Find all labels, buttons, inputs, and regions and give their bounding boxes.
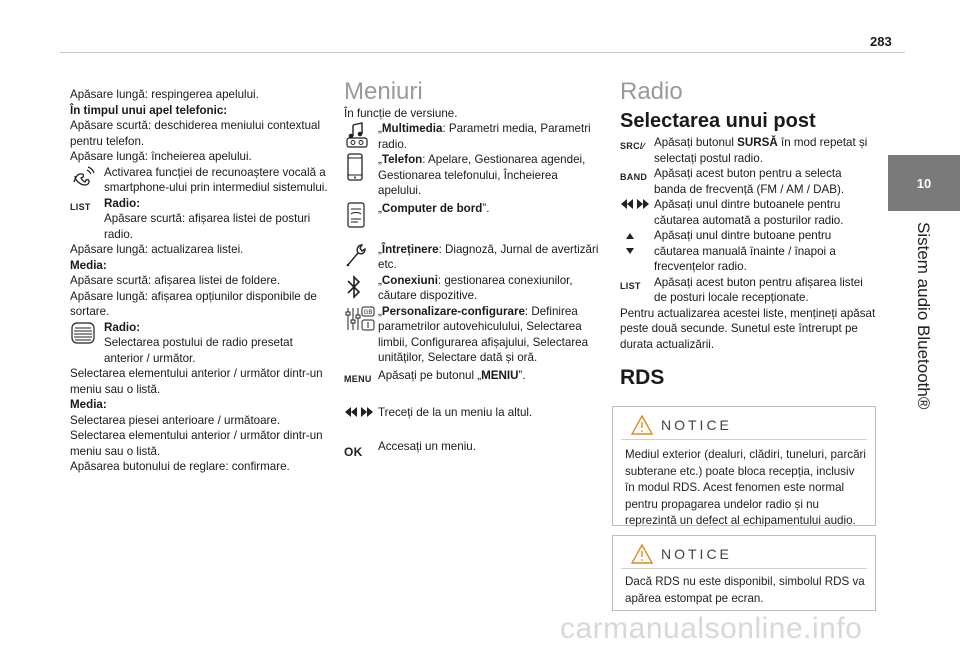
column-middle <box>344 78 602 460</box>
menu-desc: : gestionarea conexiunilor, căutare dispozitive. <box>378 273 573 302</box>
menu-desc: : Parametri media, Parametri radio. <box>378 122 591 151</box>
text-line: Apăsare lungă: încheierea apelului. <box>70 150 252 163</box>
section-title-radio: Radio <box>620 78 683 105</box>
subsection-title: Selectarea unui post <box>620 109 816 132</box>
subheading: Radio: <box>104 196 141 210</box>
chapter-title-vertical <box>913 222 937 512</box>
text-line: Apăsare scurtă: deschiderea meniului contextual pentru telefon. <box>70 119 321 148</box>
list-button-label: LIST <box>620 280 641 291</box>
menu-label: Conexiuni <box>381 273 438 287</box>
menu-button-row <box>344 368 602 388</box>
menu-label: MENIU <box>481 368 519 382</box>
text-line: Apăsarea butonului de reglare: confirmare. <box>70 460 290 473</box>
chapter-tab[interactable]: 10 <box>888 155 960 211</box>
menu-label: Personalizare-configurare <box>381 304 525 318</box>
text-line: Accesați un meniu. <box>378 439 476 453</box>
text-line: Selectarea elementului anterior / următor dintr-un meniu sau o listă. <box>70 429 323 458</box>
notice-heading: NOTICE <box>661 546 732 562</box>
watermark: carmanualsonline.info <box>560 612 863 645</box>
text-line: Apăsați butonul <box>654 136 738 149</box>
bluetooth-icon <box>344 273 378 300</box>
menu-multimedia: „Multimedia: Parametri media, Parametri radio. <box>344 121 602 152</box>
button-name: SURSĂ <box>737 136 778 149</box>
column-left <box>70 87 328 475</box>
section-title-menus: Meniuri <box>344 78 423 105</box>
text-line: Apăsare scurtă: afișarea listei de foldere. <box>70 274 281 287</box>
multimedia-icon <box>344 121 378 148</box>
subsection-title-rds: RDS <box>620 366 665 389</box>
band-button-label: BAND <box>620 172 648 182</box>
voice-text: Activarea funcției de recunoaștere vocală a smartphone-ului prin intermediul sistemului. <box>104 165 328 194</box>
src-row <box>620 135 876 166</box>
menu-label: Computer de bord <box>381 201 483 215</box>
voice-recognition-icon <box>70 165 104 188</box>
warning-triangle-icon <box>631 415 653 435</box>
menu-desc: : Apelare, Gestionarea agendei, Gestionarea telefonului, Încheierea apelului. <box>378 153 586 197</box>
voice-row <box>70 165 328 196</box>
subheading: Media: <box>70 398 107 411</box>
menu-intretinere: „Întreținere: Diagnoză, Jurnal de avertizări etc. <box>344 242 602 273</box>
text-line: Apăsați unul dintre butoane pentru căutarea manuală înainte / înapoi a frecvențelor radio. <box>654 229 836 273</box>
notice-text: Dacă RDS nu este disponibil, simbolul RDS va apărea estompat pe ecran. <box>625 575 865 605</box>
menu-personalizare: GB „Personalizare-configurare: Definirea parametrilor autovehiculului, Selectarea limbii, Configurarea afișajului, Selectarea unităților, Selectare dată și oră. <box>344 304 602 366</box>
seek-row <box>620 197 876 228</box>
list-button-label: LIST <box>70 201 91 212</box>
trip-computer-icon <box>344 201 378 230</box>
text-line: Apăsare lungă: afișarea opțiunilor disponibile de sortare. <box>70 289 317 318</box>
menu-button-label: MENU <box>344 373 372 384</box>
text-line: Apăsare scurtă: afișarea listei de posturi radio. <box>104 212 311 241</box>
text-line: În funcție de versiune. <box>344 106 458 120</box>
text-line: Apăsați acest buton pentru afișarea listei de posturi locale recepționate. <box>654 275 863 304</box>
text-line: Selectarea elementului anterior / următor dintr-un meniu sau o listă. <box>70 367 323 396</box>
text-line: Apăsați acest buton pentru a selecta banda de frecvență (FM / AM / DAB). <box>654 167 845 196</box>
column-right <box>620 78 876 389</box>
notice-box-2 <box>612 535 876 611</box>
menu-desc: : Definirea parametrilor autovehiculului, Selectarea limbii, Configurarea afișajului, Selectarea unităților, Selectare dată și oră. <box>378 304 589 364</box>
settings-icon <box>344 304 378 333</box>
manual-row <box>620 228 876 275</box>
src-button-label: SRC/∕ <box>620 141 645 151</box>
menu-computer: „Computer de bord”. <box>344 201 602 230</box>
phone-icon <box>344 152 378 181</box>
text-line: Selectarea piesei anterioare / următoare. <box>70 413 281 427</box>
band-row <box>620 166 876 197</box>
menu-conexiuni: „Conexiuni: gestionarea conexiunilor, căutare dispozitive. <box>344 273 602 304</box>
list-row <box>620 275 876 306</box>
svg-text:GB: GB <box>363 309 373 316</box>
warning-triangle-icon <box>631 544 653 564</box>
text-line: Apăsare lungă: respingerea apelului. <box>70 88 259 101</box>
subheading: Radio: <box>104 320 141 334</box>
ok-row <box>344 439 602 461</box>
menu-desc: : Diagnoză, Jurnal de avertizări etc. <box>378 242 599 271</box>
text-line: Apăsare lungă: actualizarea listei. <box>70 243 244 256</box>
header-rule <box>60 52 905 53</box>
text-line: Treceți de la un meniu la altul. <box>378 406 533 419</box>
seek-arrows-icon <box>620 197 654 210</box>
scroll-row <box>70 320 328 367</box>
left-right-arrows-icon <box>344 405 378 418</box>
text-line: Pentru actualizarea acestei liste, mențineți apăsat peste două secunde. Sunetul este întrerupt pe durata actualizării. <box>620 306 876 351</box>
menu-label: Telefon <box>381 153 423 166</box>
list-row <box>70 196 328 243</box>
menu-telefon: „Telefon: Apelare, Gestionarea agendei, Gestionarea telefonului, Încheierea apelului. <box>344 152 602 199</box>
menu-label: Multimedia <box>381 122 443 135</box>
text-line: Apăsați pe butonul „ <box>378 368 482 382</box>
text-line: în mod repetat și selectați postul radio. <box>654 136 868 165</box>
scroll-wheel-icon <box>70 320 104 345</box>
notice-heading: NOTICE <box>661 417 732 433</box>
chapter-title: Sistem audio Bluetooth® <box>914 222 933 410</box>
text-line: Selectarea postului de radio presetat anterior / următor. <box>104 336 293 365</box>
notice-text: Mediul exterior (dealuri, clădiri, tuneluri, parcări subterane etc.) poate bloca recepția, inclusiv în modul RDS. Acest fenomen este normal pentru propagarea undelor radio și nu reprezintă un defect al echipamentului audio. <box>625 448 866 527</box>
subheading: În timpul unui apel telefonic: <box>70 103 228 117</box>
wrench-icon <box>344 242 378 269</box>
ok-button-label: OK <box>344 444 363 459</box>
page-number: 283 <box>870 34 892 49</box>
up-down-arrows-icon <box>620 228 654 257</box>
notice-box-1 <box>612 406 876 526</box>
text-line: ”. <box>518 368 526 382</box>
menu-label: Întreținere <box>381 242 439 256</box>
text-line: Apăsați unul dintre butoanele pentru căutarea automată a posturilor radio. <box>654 198 844 227</box>
arrows-row <box>344 405 602 421</box>
menu-desc: . <box>486 201 490 215</box>
subheading: Media: <box>70 258 107 272</box>
